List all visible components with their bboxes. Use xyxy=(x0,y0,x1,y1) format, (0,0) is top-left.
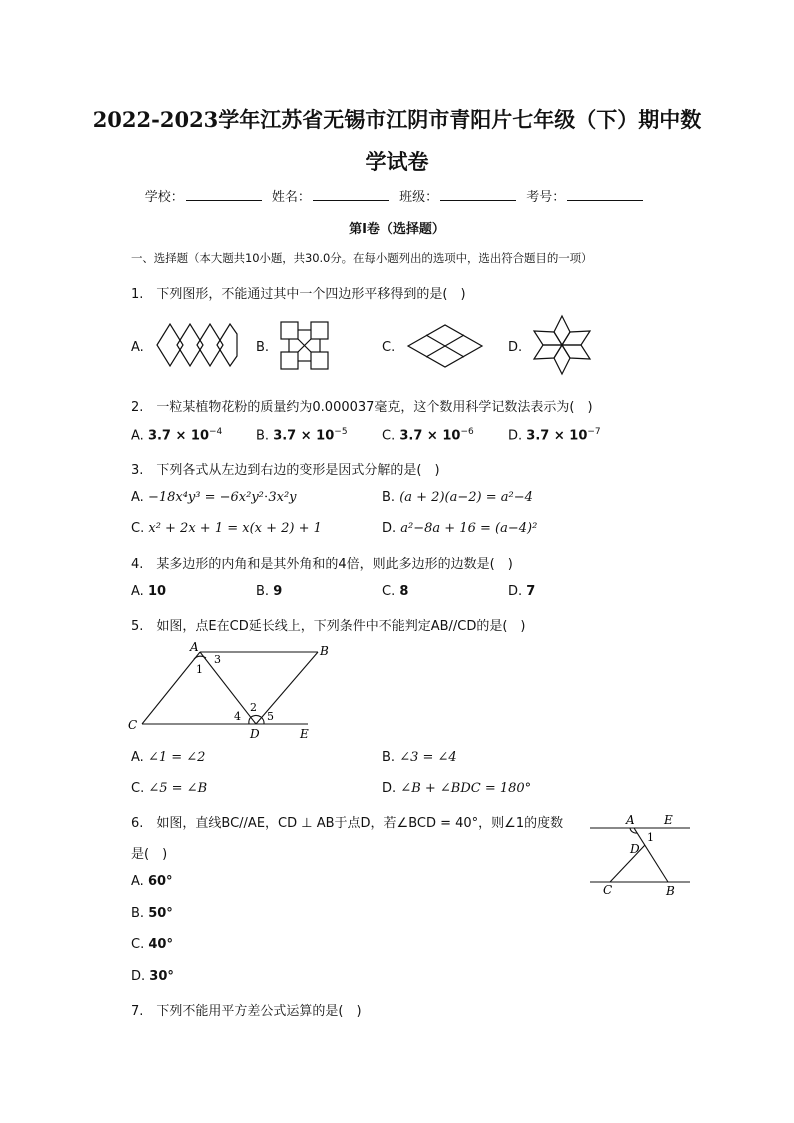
q6-option-b-value: 50° xyxy=(148,906,173,921)
q6-option-c-value: 40° xyxy=(148,937,173,952)
q5-option-a[interactable] xyxy=(131,750,205,765)
q3-option-a[interactable] xyxy=(131,490,297,505)
q2-option-c-exponent: −6 xyxy=(460,427,474,437)
name-blank[interactable] xyxy=(313,188,389,201)
q2-option-b[interactable] xyxy=(256,427,348,443)
q6-option-a-value: 60° xyxy=(147,874,173,889)
q6-option-a-label: A. xyxy=(131,874,144,889)
school-label: 学校： xyxy=(144,190,184,205)
q6-option-c-label: C. xyxy=(131,937,145,952)
section-title: 一、选择题（本大题共10小题，共30.0分。在每小题列出的选项中，选出符合题目的一项） xyxy=(131,251,593,265)
q4-option-d-label: D. xyxy=(508,584,523,599)
q4-option-c-value: 8 xyxy=(399,584,409,599)
student-info-row xyxy=(0,186,794,205)
school-blank[interactable] xyxy=(186,188,262,201)
q3-option-d[interactable] xyxy=(382,521,537,536)
q3-option-c-label: C. xyxy=(131,521,145,536)
q1-figure-c xyxy=(406,323,484,369)
name-label: 姓名： xyxy=(271,190,311,205)
q3-option-c[interactable] xyxy=(131,521,322,536)
q2-option-a-value: 3.7 × 10 xyxy=(147,428,210,444)
q2-option-a[interactable] xyxy=(131,427,222,443)
question-5-stem: 5. 如图，点E在CD延长线上，下列条件中不能判定AB//CD的是( ) xyxy=(131,619,526,634)
q2-option-b-value: 3.7 × 10 xyxy=(273,428,335,444)
q5-line-ad xyxy=(200,652,256,724)
question-3-stem: 3. 下列各式从左边到右边的变形是因式分解的是( ) xyxy=(131,463,440,478)
q3-option-c-value: x² + 2x + 1 = x(x + 2) + 1 xyxy=(148,521,322,536)
q5-label-a: A xyxy=(190,640,199,654)
q4-option-b-label: B. xyxy=(256,584,270,599)
q6-option-d-label: D. xyxy=(131,969,146,984)
q5-option-c[interactable] xyxy=(131,781,207,796)
q5-option-d-label: D. xyxy=(382,781,397,796)
q4-option-a[interactable] xyxy=(131,584,166,599)
q1-figure-b xyxy=(278,320,332,372)
question-4-stem: 4. 某多边形的内角和是其外角和的4倍，则此多边形的边数是( ) xyxy=(131,557,513,572)
q5-option-b[interactable] xyxy=(382,750,457,765)
q1-option-a-label: A. xyxy=(131,340,144,355)
q6-angle-1: 1 xyxy=(647,831,654,844)
q3-option-b-label: B. xyxy=(382,490,396,505)
q2-option-b-label: B. xyxy=(256,428,270,444)
q1-figure-a xyxy=(150,322,238,368)
q5-option-a-label: A. xyxy=(131,750,144,765)
q6-option-a[interactable] xyxy=(131,874,173,889)
q4-option-b[interactable] xyxy=(256,584,282,599)
q1-option-b-label: B. xyxy=(256,340,270,355)
class-blank[interactable] xyxy=(440,188,516,201)
q5-option-b-value: ∠3 = ∠4 xyxy=(399,750,457,765)
q2-option-d-label: D. xyxy=(508,428,523,444)
class-label: 班级： xyxy=(399,190,439,205)
q2-option-d[interactable] xyxy=(508,427,601,443)
q3-option-d-label: D. xyxy=(382,521,397,536)
q2-option-a-label: A. xyxy=(131,428,144,444)
q6-option-d[interactable] xyxy=(131,969,174,984)
q5-angle-3: 3 xyxy=(214,653,221,666)
q2-option-a-exponent: −4 xyxy=(209,427,223,437)
q6-option-c[interactable] xyxy=(131,937,173,952)
q5-option-c-label: C. xyxy=(131,781,145,796)
q5-angle-2: 2 xyxy=(250,701,257,714)
q2-option-d-value: 3.7 × 10 xyxy=(526,428,588,444)
q5-angle-1: 1 xyxy=(196,663,203,676)
q4-option-a-value: 10 xyxy=(147,584,167,599)
q5-option-d[interactable] xyxy=(382,781,531,796)
q5-line-bd xyxy=(256,652,318,724)
q6-figure xyxy=(588,812,694,900)
q3-option-b[interactable] xyxy=(382,490,533,505)
q6-label-b: B xyxy=(666,884,675,898)
exam-number-label: 考号： xyxy=(526,190,566,205)
q4-option-d-value: 7 xyxy=(526,584,536,599)
volume-title: 第Ⅰ卷（选择题） xyxy=(349,222,445,237)
exam-number-blank[interactable] xyxy=(567,188,643,201)
question-1-stem: 1. 下列图形，不能通过其中一个四边形平移得到的是( ) xyxy=(131,287,466,302)
q5-figure xyxy=(124,638,329,742)
q6-option-b-label: B. xyxy=(131,906,145,921)
q5-label-b: B xyxy=(320,644,329,658)
q5-option-d-value: ∠B + ∠BDC = 180° xyxy=(400,781,532,796)
q1-figure-d xyxy=(532,314,592,376)
q4-option-c-label: C. xyxy=(382,584,396,599)
q5-option-c-value: ∠5 = ∠B xyxy=(148,781,208,796)
q5-option-a-value: ∠1 = ∠2 xyxy=(147,750,206,765)
q3-option-a-label: A. xyxy=(131,490,144,505)
q3-option-d-value: a²−8a + 16 = (a−4)² xyxy=(400,521,538,536)
question-6-stem-continued: 是( ) xyxy=(131,847,168,862)
q4-option-b-value: 9 xyxy=(273,584,283,599)
q6-option-b[interactable] xyxy=(131,906,173,921)
q1-option-c-label: C. xyxy=(382,340,396,355)
q6-line-cd xyxy=(610,845,645,882)
q4-option-a-label: A. xyxy=(131,584,144,599)
q3-option-a-value: −18x⁴y³ = −6x²y²⋅3x²y xyxy=(147,490,297,505)
q6-label-a: A xyxy=(626,813,635,827)
q2-option-d-exponent: −7 xyxy=(587,427,601,437)
q6-label-c: C xyxy=(603,883,613,897)
q4-option-c[interactable] xyxy=(382,584,408,599)
q5-angle-5: 5 xyxy=(267,710,274,723)
q5-line-ac xyxy=(142,652,200,724)
q5-label-d: D xyxy=(250,727,260,741)
q6-label-e: E xyxy=(664,813,673,827)
q2-option-c[interactable] xyxy=(382,427,474,443)
q6-option-d-value: 30° xyxy=(149,969,174,984)
q2-option-c-label: C. xyxy=(382,428,396,444)
q1-option-d-label: D. xyxy=(508,340,523,355)
exam-title-line2: 学试卷 xyxy=(365,149,429,174)
q4-option-d[interactable] xyxy=(508,584,535,599)
question-6-stem: 6. 如图，直线BC//AE，CD ⊥ AB于点D，若∠BCD = 40°，则∠1的度数 xyxy=(131,816,564,831)
q5-angle-4: 4 xyxy=(234,710,241,723)
question-7-stem: 7. 下列不能用平方差公式运算的是( ) xyxy=(131,1004,362,1019)
q6-label-d: D xyxy=(630,842,640,856)
q2-option-b-exponent: −5 xyxy=(334,427,348,437)
q3-option-b-value: (a + 2)(a−2) = a²−4 xyxy=(399,490,533,505)
q2-option-c-value: 3.7 × 10 xyxy=(399,428,461,444)
exam-title-line1: 2022-2023学年江苏省无锡市江阴市青阳片七年级（下）期中数 xyxy=(92,107,702,132)
q5-label-c: C xyxy=(128,718,138,732)
question-2-stem: 2. 一粒某植物花粉的质量约为0.000037毫克，这个数用科学记数法表示为( ) xyxy=(131,400,593,415)
q5-label-e: E xyxy=(300,727,309,741)
q5-option-b-label: B. xyxy=(382,750,396,765)
